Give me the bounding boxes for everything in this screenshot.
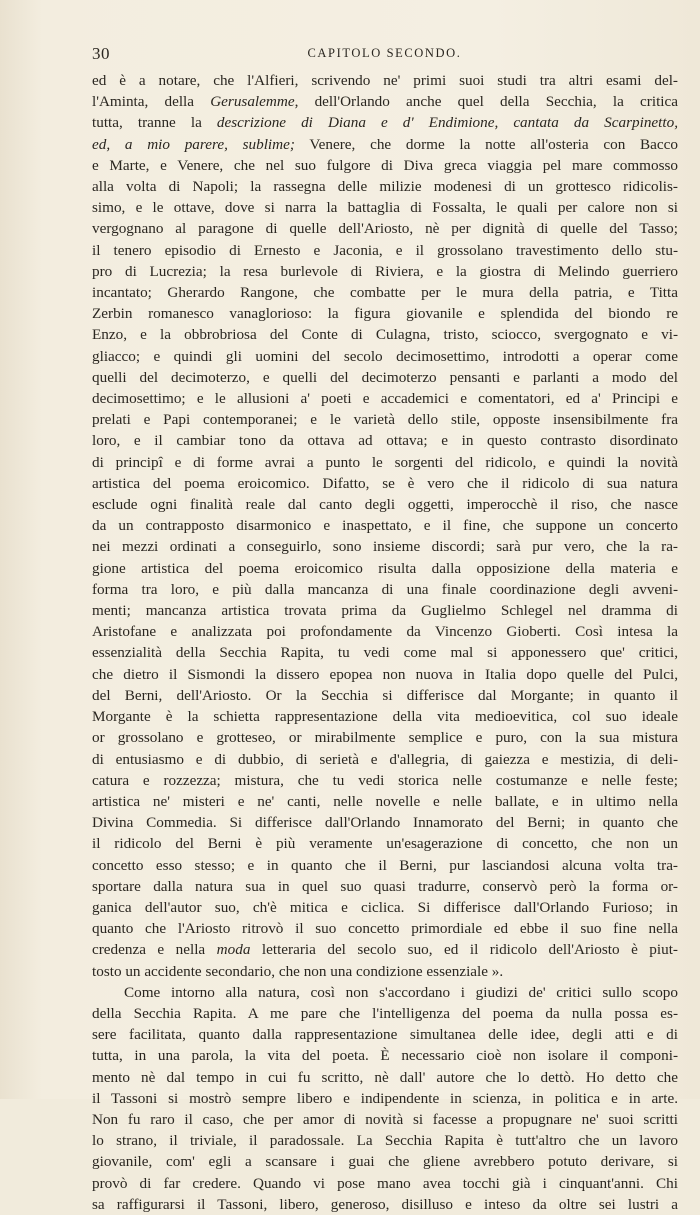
text-line: gliacco; e quindi gli uomini del secolo decimosettimo, introdotti a operar come	[92, 347, 678, 365]
text-line: Non fu raro il caso, che per amor di novità si facesse a propugnare ne' suoi scritti	[92, 1110, 678, 1128]
page-header	[92, 44, 677, 64]
text-line: Zerbin romanesco vanaglorioso: la figura giovanile e splendida del biondo re	[92, 305, 678, 323]
text-line: simo, e le ottave, dove si narra la battaglia di Fossalta, le quali per calore non si	[92, 199, 678, 217]
text-line: tutta, in una parola, la vita del poeta. È necessario cioè non isolare il componi-	[92, 1047, 678, 1065]
text-line: prelati e Papi contemporanei; e le varietà dello stile, opposte insensibilmente fra	[92, 411, 678, 429]
text-line: il ridicolo del Berni è più veramente un'esagerazione di concetto, che non un	[92, 835, 678, 853]
text-line: ed, a mio parere, sublime; Venere, che dorme la notte all'osteria con Bacco	[92, 135, 678, 153]
text-line: vergognano al paragone di quelle dell'Ariosto, nè per dignità di quelle del Tasso;	[92, 220, 678, 238]
text-line: da un contrapposto disarmonico e inaspettato, e il fine, che suppone un concerto	[92, 517, 678, 535]
text-line: della Secchia Rapita. A me pare che l'intelligenza del poema da nulla possa es-	[92, 1004, 678, 1022]
text-line: quelli del decimoterzo, e quelli del decimoterzo pensanti e parlanti a modo del	[92, 368, 678, 386]
text-line: tosto un accidente secondario, che non una condizione essenziale ».	[92, 962, 504, 980]
text-line: e Marte, e Venere, che nel suo fulgore di Diva greca viaggia pel mare commosso	[92, 156, 678, 174]
text-line: Divina Commedia. Si differisce dall'Orlando Innamorato del Berni; in quanto che	[92, 814, 678, 832]
text-line: di entusiasmo e di dubbio, di serietà e d'allegria, di gaiezza e mestizia, di deli-	[92, 750, 678, 768]
text-line: provò di far credere. Quando vi pose mano avea tocchi già i cinquant'anni. Chi	[92, 1174, 678, 1192]
text-line: incantato; Gherardo Rangone, che combatte per le mura della patria, e Titta	[92, 284, 678, 302]
text-line: sere facilitata, quanto dalla rappresentazione simultanea delle idee, degli atti e di	[92, 1026, 678, 1044]
text-line: ed è a notare, che l'Alfieri, scrivendo ne' primi suoi studi tra altri esami del-	[92, 72, 678, 89]
text-line: il tenero episodio di Ernesto e Jaconia, e il grossolano travestimento dello stu-	[92, 241, 678, 259]
text-line: sportare dalla natura sua in quel suo quasi tradurre, conservò però la forma or-	[92, 877, 678, 895]
text-line: Enzo, e la obbrobriosa del Conte di Culagna, tristo, sciocco, svergognato e vi-	[92, 326, 678, 344]
text-line: catura e rozzezza; mistura, che tu vedi storica nelle costumanze e nelle feste;	[92, 771, 678, 789]
text-line: l'Aminta, della Gerusalemme, dell'Orlando anche quel della Secchia, la critica	[92, 93, 678, 111]
text-line: Aristofane e analizzata poi profondamente da Vincenzo Gioberti. Così intesa la	[92, 623, 678, 641]
text-line: loro, e il cambiar tono da ottava ad ottava; e in questo contrasto disordinato	[92, 432, 678, 450]
text-line: credenza e nella moda letteraria del secolo suo, ed il ridicolo dell'Ariosto è piut-	[92, 941, 678, 959]
body-text	[92, 70, 678, 1215]
text-line: lo strano, il triviale, il paradossale. La Secchia Rapita è tutt'altro che un lavoro	[92, 1132, 678, 1150]
text-line: Come intorno alla natura, così non s'accordano i giudizi de' critici sullo scopo	[124, 983, 678, 1001]
text-line: concetto esso stesso; e in quanto che il Berni, pur lasciandosi alcuna volta tra-	[92, 856, 678, 874]
text-line: mento nè dal tempo in cui fu scritto, nè dall' autore che lo dettò. Ho detto che	[92, 1068, 678, 1086]
text-line: che dietro il Sismondi la dissero epopea non nuova in Italia dopo quelle del Pulci,	[92, 665, 678, 683]
text-line: di principî e di forme avrai a punto le sorgenti del ridicolo, e quindi la novità	[92, 453, 678, 471]
running-head: CAPITOLO SECONDO.	[307, 46, 462, 60]
text-line: or grossolano e grotteseo, or mirabilmente semplice e puro, con la sua mistura	[92, 729, 678, 747]
text-line: menti; mancanza artistica trovata prima da Guglielmo Schlegel nel dramma di	[92, 602, 678, 620]
text-line: esclude ogni finalità reale dal canto degli oggetti, imperocchè il riso, che nasce	[92, 496, 678, 514]
text-line: ganica dell'autor suo, ch'è mitica e ciclica. Si differisce dall'Orlando Furioso; in	[92, 898, 678, 916]
text-line: essenzialità della Secchia Rapita, tu vedi come mal si apponessero que' critici,	[92, 644, 678, 662]
text-line: nei mezzi ordinati a conseguirlo, sono insieme discordi; sarà pur vero, che la ra-	[92, 538, 678, 556]
text-line: Morgante è la schietta rappresentazione della vita medioevitica, col suo ideale	[92, 708, 678, 726]
text-line: sa raffigurarsi il Tassoni, libero, generoso, disilluso e inteso da oltre sei lustri a	[92, 1195, 678, 1213]
text-line: del Berni, dell'Ariosto. Or la Secchia si differisce dal Morgante; in quanto il	[92, 686, 678, 704]
text-line: tutta, tranne la descrizione di Diana e d' Endimione, cantata da Scarpinetto,	[92, 114, 678, 132]
text-line: forma tra loro, e più dalla mancanza di una finale coordinazione degli avveni-	[92, 580, 678, 598]
text-line: artistica ne' misteri e ne' canti, nelle novelle e nelle ballate, e in ultimo nella	[92, 792, 678, 810]
text-line: pro di Lucrezia; la resa burlevole di Riviera, e la giostra di Melindo guerriero	[92, 262, 678, 280]
text-line: decimosettimo; e le allusioni a' poeti e accademici e comentatori, ed a' Principi e	[92, 390, 678, 408]
text-line: artistica del poema eroicomico. Difatto, se è vero che il ridicolo di sua natura	[92, 474, 678, 492]
text-line: il Tassoni si mostrò sempre libero e indipendente in scienza, in politica e in arte.	[92, 1089, 678, 1107]
text-line: alla volta di Napoli; la rassegna delle milizie modenesi di un grottesco ridicolis-	[92, 178, 678, 196]
text-line: gione artistica del poema eroicomico risulta dalla opposizione della materia e	[92, 559, 678, 577]
page-number: 30	[92, 44, 110, 63]
text-line: quanto che l'Ariosto ritrovò il suo concetto primordiale ed ebbe il suo fine nella	[92, 920, 678, 938]
text-line: giovanile, com' egli a scansare i guai che gliene avrebbero potuto derivare, si	[92, 1153, 678, 1171]
